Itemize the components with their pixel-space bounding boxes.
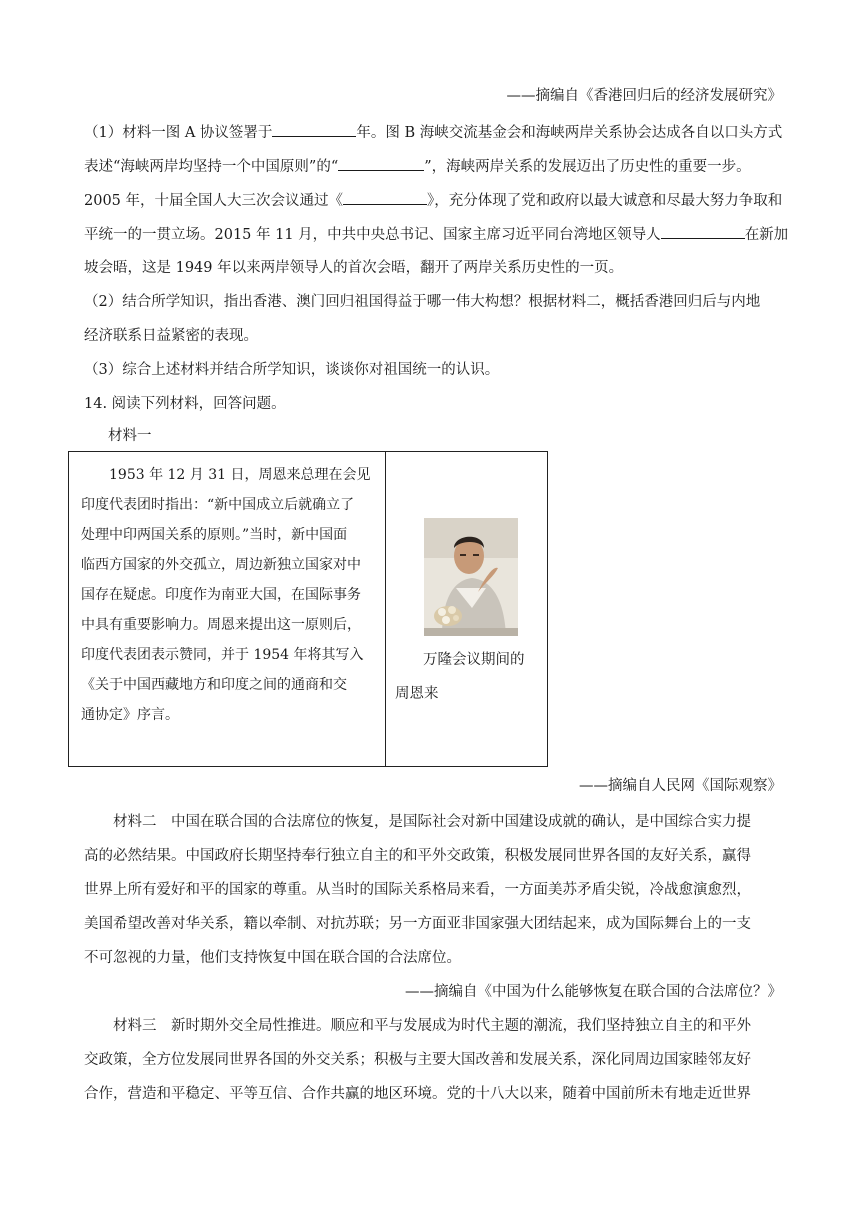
photo-caption-line-1: 万隆会议期间的 — [423, 652, 525, 668]
photo-caption-line-2: 周恩来 — [395, 686, 439, 702]
question-2-line-2: 经济联系日益紧密的表现。 — [84, 328, 258, 344]
question-2-line-1: （2）结合所学知识，指出香港、澳门回归祖国得益于哪一伟大构想？根据材料二，概括香港回归后与内地 — [84, 294, 761, 310]
material-2-line: 世界上所有爱好和平的国家的尊重。从当时的国际关系格局来看，一方面美苏矛盾尖锐，冷战愈演愈烈， — [84, 882, 751, 898]
material-1-text-line: 1953 年 12 月 31 日，周恩来总理在会见 — [81, 467, 371, 483]
question-1-line-2: 表述“海峡两岸均坚持一个中国原则”的“ ”，海峡两岸关系的发展迈出了历史性的重要一步。 — [84, 156, 751, 177]
material-1-text-line: 通协定》序言。 — [81, 707, 179, 723]
question-1-line-3: 2005 年，十届全国人大三次会议通过《 》，充分体现了党和政府以最大诚意和尽最大努力争取和 — [84, 190, 782, 211]
material-3-line: 交政策，全方位发展同世界各国的外交关系；积极与主要大国改善和发展关系，深化同周边国家睦邻友好 — [84, 1052, 751, 1068]
question-14-heading: 14. 阅读下列材料，回答问题。 — [84, 396, 286, 412]
material-1-text-line: 中具有重要影响力。周恩来提出这一原则后， — [81, 617, 361, 633]
answer-blank-3[interactable] — [343, 190, 427, 205]
material-1-label: 材料一 — [108, 428, 152, 444]
source-citation-material-1: ——摘编自人民网《国际观察》 — [579, 778, 782, 794]
material-1-text-line: 国存在疑虑。印度作为南亚大国，在国际事务 — [81, 587, 361, 603]
material-1-text-line: 临西方国家的外交孤立，周边新独立国家对中 — [81, 557, 361, 573]
material-2-line: 美国希望改善对华关系，籍以牵制、对抗苏联；另一方面亚非国家强大团结起来，成为国际舞台上的一支 — [84, 916, 751, 932]
source-citation-material-2: ——摘编自《中国为什么能够恢复在联合国的合法席位？》 — [405, 984, 782, 1000]
material-3-line: 合作，营造和平稳定、平等互信、合作共赢的地区环境。党的十八大以来，随着中国前所未有地走近世界 — [84, 1086, 751, 1102]
source-citation-hongkong: ——摘编自《香港回归后的经济发展研究》 — [506, 88, 782, 104]
question-3: （3）综合上述材料并结合所学知识，谈谈你对祖国统一的认识。 — [84, 362, 500, 378]
question-1-line-4: 平统一的一贯立场。2015 年 11 月，中共中央总书记、国家主席习近平同台湾地区领导人 在新加 — [84, 224, 788, 245]
question-1-line-5: 坡会晤，这是 1949 年以来两岸领导人的首次会晤，翻开了两岸关系历史性的一页。 — [84, 260, 624, 276]
material-1-text-line: 印度代表团表示赞同，并于 1954 年将其写入 — [81, 647, 364, 663]
material-1-table — [68, 451, 548, 767]
answer-blank-4[interactable] — [661, 224, 745, 239]
material-2-line: 高的必然结果。中国政府长期坚持奉行独立自主的和平外交政策，积极发展同世界各国的友好关系，赢得 — [84, 848, 751, 864]
table-divider — [385, 452, 386, 766]
question-1-line-1: （1）材料一图 A 协议签署于 年。图 B 海峡交流基金会和海峡两岸关系协会达成各自以口头方式 — [84, 122, 782, 143]
material-1-text-line: 《关于中国西藏地方和印度之间的通商和交 — [81, 677, 347, 693]
material-1-text-line: 印度代表团时指出：“新中国成立后就确立了 — [81, 497, 355, 513]
material-2-line: 材料二 中国在联合国的合法席位的恢复，是国际社会对新中国建设成就的确认，是中国综合实力提 — [84, 814, 751, 830]
material-3-line: 材料三 新时期外交全局性推进。顺应和平与发展成为时代主题的潮流，我们坚持独立自主的和平外 — [84, 1018, 751, 1034]
answer-blank-2[interactable] — [338, 156, 424, 171]
material-2-line: 不可忽视的力量，他们支持恢复中国在联合国的合法席位。 — [84, 950, 461, 966]
material-1-text-line: 处理中印两国关系的原则。”当时，新中国面 — [81, 527, 348, 543]
answer-blank-1[interactable] — [272, 122, 356, 137]
zhou-enlai-photo — [424, 518, 518, 636]
